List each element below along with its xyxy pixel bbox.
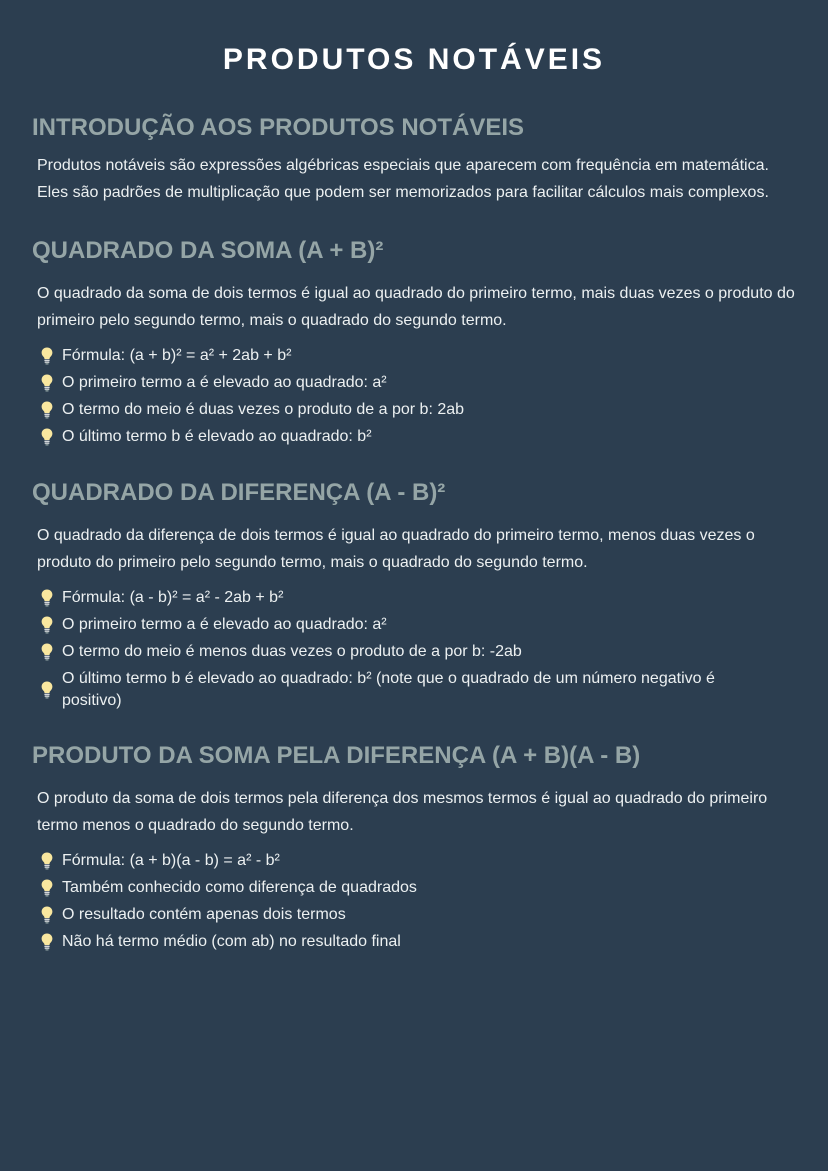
section-description: O produto da soma de dois termos pela diferença dos mesmos termos é igual ao quadrado do primeiro termo menos o quadrado do segundo termo. bbox=[37, 790, 768, 834]
lightbulb-icon bbox=[37, 642, 57, 662]
lightbulb-icon bbox=[37, 427, 57, 447]
lightbulb-icon bbox=[37, 680, 57, 700]
list-item-text: Fórmula: (a + b)² = a² + 2ab + b² bbox=[62, 346, 292, 364]
list-item bbox=[37, 423, 796, 450]
list-item-text: O termo do meio é menos duas vezes o produto de a por b: -2ab bbox=[62, 642, 522, 660]
list-item-text: Também conhecido como diferença de quadrados bbox=[62, 878, 417, 896]
list-item-text: Não há termo médio (com ab) no resultado final bbox=[62, 932, 401, 950]
section-quadrado-soma bbox=[32, 236, 796, 450]
section-description: O quadrado da soma de dois termos é igual ao quadrado do primeiro termo, mais duas vezes o produto do primeiro pelo segundo termo, mais o quadrado do segundo termo. bbox=[37, 285, 795, 329]
section-description: O quadrado da diferença de dois termos é igual ao quadrado do primeiro termo, menos duas vezes o produto do primeiro pelo segundo termo, mais o quadrado do segundo termo. bbox=[37, 527, 755, 571]
list-item bbox=[37, 665, 796, 715]
list-item bbox=[37, 611, 796, 638]
list-item-text: O termo do meio é duas vezes o produto de a por b: 2ab bbox=[62, 400, 465, 418]
lightbulb-icon bbox=[37, 878, 57, 898]
list-item-text: O último termo b é elevado ao quadrado: b² bbox=[62, 427, 372, 445]
intro-section bbox=[32, 113, 796, 206]
list-item-text: Fórmula: (a + b)(a - b) = a² - b² bbox=[62, 851, 280, 869]
list-item bbox=[37, 369, 796, 396]
list-item bbox=[37, 396, 796, 423]
bullet-list bbox=[32, 584, 796, 715]
list-item-text: O resultado contém apenas dois termos bbox=[62, 905, 346, 923]
lightbulb-icon bbox=[37, 615, 57, 635]
lightbulb-icon bbox=[37, 905, 57, 925]
section-heading: PRODUTO DA SOMA PELA DIFERENÇA (A + B)(A - B) bbox=[32, 742, 641, 769]
lightbulb-icon bbox=[37, 851, 57, 871]
list-item bbox=[37, 584, 796, 611]
bullet-list bbox=[32, 342, 796, 450]
section-heading: INTRODUÇÃO AOS PRODUTOS NOTÁVEIS bbox=[32, 114, 525, 141]
lightbulb-icon bbox=[37, 346, 57, 366]
list-item bbox=[37, 874, 796, 901]
lightbulb-icon bbox=[37, 373, 57, 393]
section-heading: QUADRADO DA DIFERENÇA (A - B)² bbox=[32, 479, 446, 506]
section-produto-soma-diferenca bbox=[32, 741, 796, 955]
list-item-text: O primeiro termo a é elevado ao quadrado: a² bbox=[62, 615, 387, 633]
list-item bbox=[37, 928, 796, 955]
list-item bbox=[37, 901, 796, 928]
lightbulb-icon bbox=[37, 400, 57, 420]
lightbulb-icon bbox=[37, 588, 57, 608]
section-heading: QUADRADO DA SOMA (A + B)² bbox=[32, 237, 384, 264]
list-item bbox=[37, 847, 796, 874]
list-item-text: O último termo b é elevado ao quadrado: b² (note que o quadrado de um número negativo é positivo) bbox=[62, 670, 715, 709]
page-title: PRODUTOS NOTÁVEIS bbox=[222, 43, 606, 76]
lightbulb-icon bbox=[37, 932, 57, 952]
list-item-text: O primeiro termo a é elevado ao quadrado: a² bbox=[62, 373, 387, 391]
section-quadrado-diferenca bbox=[32, 478, 796, 715]
bullet-list bbox=[32, 847, 796, 955]
list-item-text: Fórmula: (a - b)² = a² - 2ab + b² bbox=[62, 588, 284, 606]
list-item bbox=[37, 342, 796, 369]
list-item bbox=[37, 638, 796, 665]
section-description: Produtos notáveis são expressões algébricas especiais que aparecem com frequência em matemática. Eles são padrões de multiplicação que podem ser memorizados para facilitar cálculos mais complexos. bbox=[37, 157, 769, 201]
